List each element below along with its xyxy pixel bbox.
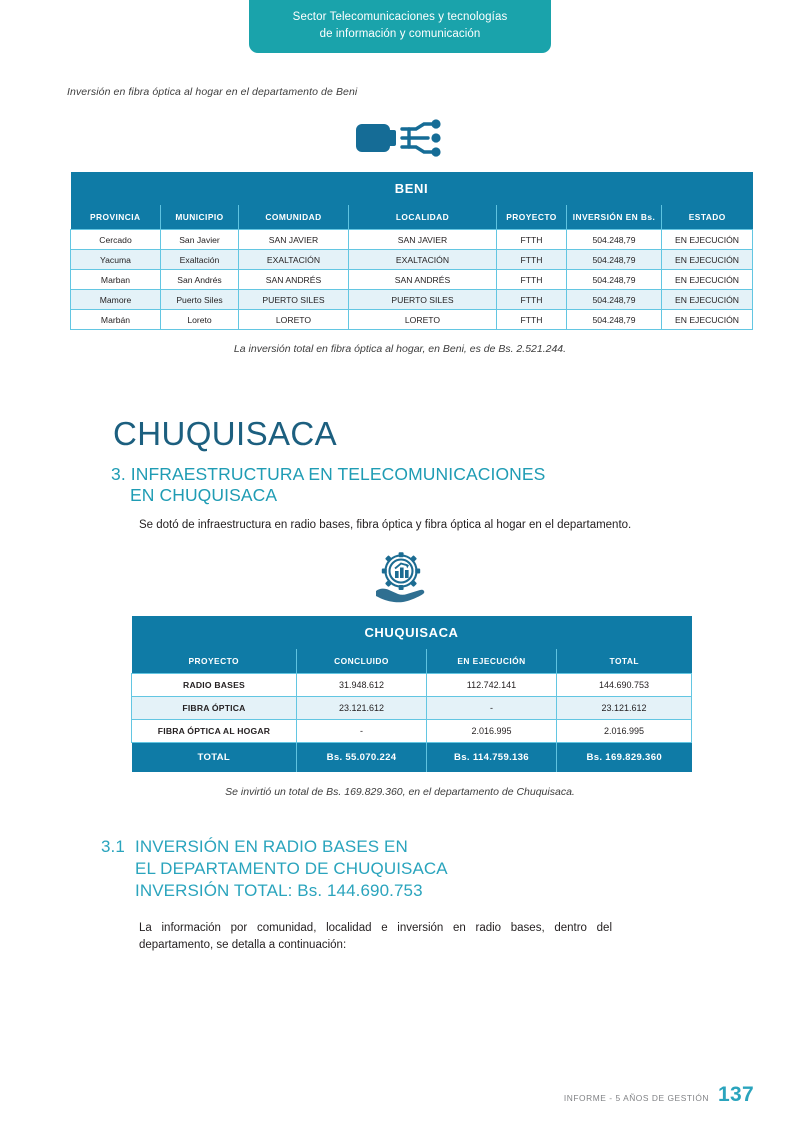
table-row [132,674,692,697]
total-label: TOTAL [132,743,297,773]
cell-localidad: LORETO [349,310,497,330]
subsection-paragraph: La información por comunidad, localidad e inversión en radio bases, dentro del departamento, se detalla a continuación: [139,922,612,952]
banner-line-1: Sector Telecomunicaciones y tecnologías [292,11,508,23]
cell-estado: EN EJECUCIÓN [662,270,753,290]
cell-comunidad: PUERTO SILES [239,290,349,310]
page-title: CHUQUISACA [113,415,338,452]
beni-table [70,172,753,330]
cell-estado: EN EJECUCIÓN [662,290,753,310]
section-heading [111,464,711,505]
cell-comunidad: SAN ANDRÉS [239,270,349,290]
total-general: Bs. 169.829.360 [557,743,692,773]
cell-localidad: SAN ANDRÉS [349,270,497,290]
cell-inversion: 504.248,79 [567,250,662,270]
cell-provincia: Mamore [71,290,161,310]
cell-inversion: 504.248,79 [567,290,662,310]
beni-col-provincia: PROVINCIA [71,205,161,230]
total-concluido: Bs. 55.070.224 [297,743,427,773]
cell-municipio: Loreto [161,310,239,330]
chq-col-proyecto: PROYECTO [132,649,297,674]
table-row [71,230,753,250]
beni-table-title: BENI [71,172,753,205]
cell-en-ejecucion: - [427,697,557,720]
page-footer [564,1083,754,1107]
cell-estado: EN EJECUCIÓN [662,310,753,330]
cell-proyecto: RADIO BASES [132,674,297,697]
beni-col-localidad: LOCALIDAD [349,205,497,230]
chq-col-concluido: CONCLUIDO [297,649,427,674]
subsection-number: 3.1 [101,837,125,856]
beni-col-comunidad: COMUNIDAD [239,205,349,230]
cell-inversion: 504.248,79 [567,270,662,290]
cell-estado: EN EJECUCIÓN [662,250,753,270]
cell-provincia: Marban [71,270,161,290]
beni-table-title-row [71,172,753,205]
chq-col-total: TOTAL [557,649,692,674]
chq-col-en-ejecucion: EN EJECUCIÓN [427,649,557,674]
cell-inversion: 504.248,79 [567,230,662,250]
chuquisaca-table-header-row [132,649,692,674]
cell-concluido: 23.121.612 [297,697,427,720]
cell-total: 144.690.753 [557,674,692,697]
table-row [71,310,753,330]
table-row [71,250,753,270]
cell-localidad: PUERTO SILES [349,290,497,310]
cell-comunidad: LORETO [239,310,349,330]
cell-proyecto: FTTH [497,250,567,270]
fiber-optic-connector-icon [0,116,800,160]
table-row [71,290,753,310]
beni-col-inversion: INVERSIÓN EN Bs. [567,205,662,230]
subsection-line-1: INVERSIÓN EN RADIO BASES EN [135,837,408,856]
cell-proyecto: FTTH [497,270,567,290]
cell-proyecto: FIBRA ÓPTICA AL HOGAR [132,720,297,743]
cell-municipio: San Andrés [161,270,239,290]
cell-municipio: Puerto Siles [161,290,239,310]
page-number: 137 [718,1083,754,1106]
chuquisaca-table-title: CHUQUISACA [132,616,692,649]
subsection-heading [101,836,741,902]
cell-total: 2.016.995 [557,720,692,743]
cell-proyecto: FTTH [497,230,567,250]
beni-table-container [70,172,752,330]
cell-proyecto: FIBRA ÓPTICA [132,697,297,720]
chuquisaca-total-row [132,743,692,773]
cell-en-ejecucion: 112.742.141 [427,674,557,697]
chuquisaca-table-container [131,616,691,772]
chuquisaca-intro-paragraph: Se dotó de infraestructura en radio bases, fibra óptica y fibra óptica al hogar en el departamento. [139,519,632,531]
cell-localidad: EXALTACIÓN [349,250,497,270]
section-heading-line-1: 3. INFRAESTRUCTURA EN TELECOMUNICACIONES [111,464,546,484]
beni-table-header-row [71,205,753,230]
hand-gear-growth-chart-icon [0,549,800,605]
sector-banner-container [0,0,800,53]
beni-col-proyecto: PROYECTO [497,205,567,230]
table-row [132,720,692,743]
beni-col-municipio: MUNICIPIO [161,205,239,230]
cell-proyecto: FTTH [497,310,567,330]
total-en-ejecucion: Bs. 114.759.136 [427,743,557,773]
cell-localidad: SAN JAVIER [349,230,497,250]
table-row [71,270,753,290]
footer-label: INFORME - 5 AÑOS DE GESTIÓN [563,1093,710,1103]
cell-provincia: Yacuma [71,250,161,270]
cell-estado: EN EJECUCIÓN [662,230,753,250]
chuquisaca-table [131,616,692,772]
chuquisaca-total-caption: Se invirtió un total de Bs. 169.829.360, en el departamento de Chuquisaca. [225,786,575,798]
beni-col-estado: ESTADO [662,205,753,230]
cell-comunidad: EXALTACIÓN [239,250,349,270]
cell-concluido: 31.948.612 [297,674,427,697]
section-heading-line-2: EN CHUQUISACA [130,484,278,505]
cell-provincia: Marbán [71,310,161,330]
cell-concluido: - [297,720,427,743]
beni-intro-note: Inversión en fibra óptica al hogar en el departamento de Beni [67,86,358,98]
cell-comunidad: SAN JAVIER [239,230,349,250]
table-row [132,697,692,720]
beni-total-caption: La inversión total en fibra óptica al hogar, en Beni, es de Bs. 2.521.244. [233,343,567,355]
sector-banner [249,0,551,53]
subsection-line-2: EL DEPARTAMENTO DE CHUQUISACA [135,859,448,879]
cell-inversion: 504.248,79 [567,310,662,330]
cell-provincia: Cercado [71,230,161,250]
cell-municipio: San Javier [161,230,239,250]
cell-total: 23.121.612 [557,697,692,720]
cell-proyecto: FTTH [497,290,567,310]
banner-line-2: de información y comunicación [319,27,481,40]
cell-municipio: Exaltación [161,250,239,270]
chuquisaca-table-title-row [132,616,692,649]
subsection-line-3: INVERSIÓN TOTAL: Bs. 144.690.753 [135,881,423,901]
cell-en-ejecucion: 2.016.995 [427,720,557,743]
